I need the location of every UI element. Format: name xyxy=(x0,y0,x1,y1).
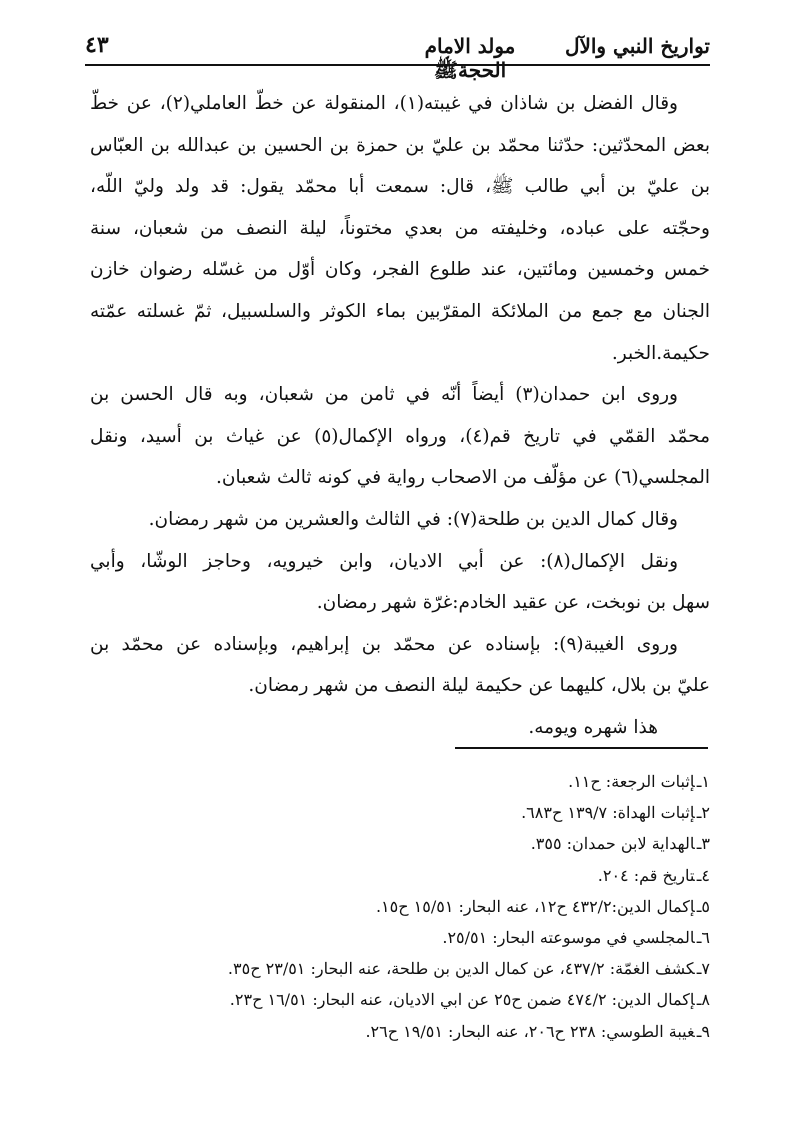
body-line: بعض المحدّثين: حدّثنا محمّد بن عليّ بن حمزة بن الحسين بن عبدالله بن العبّاس xyxy=(90,134,710,156)
body-line: المجلسي(٦) عن مؤلّف من الاصحاب رواية في كونه ثالث شعبان. xyxy=(216,467,710,489)
footnote-text: غيبة الطوسي: ٢٣٨ ح٢٠٦، عنه البحار: ١٩/٥١ ح٢٦. xyxy=(365,1021,695,1041)
footnote-text: إثبات الهداة: ١٣٩/٧ ح٦٨٣. xyxy=(521,803,695,823)
footnote-item xyxy=(120,922,710,953)
body-line: محمّد القمّي في تاريخ قم(٤)، ورواه الإكمال(٥) عن غياث بن أسيد، ونقل xyxy=(90,425,710,447)
footnote-text: إكمال الدين:٤٣٢/٢ ح١٢، عنه البحار: ١٥/٥١ ح١٥. xyxy=(375,896,695,916)
body-text xyxy=(90,83,710,749)
footnote-text: المجلسي في موسوعته البحار: ٢٥/٥١. xyxy=(442,927,695,947)
footnote-text: إكمال الدين: ٤٧٤/٢ ضمن ح٢٥ عن ابي الاديان، عنه البحار: ١٦/٥١ ح٢٣. xyxy=(229,990,695,1010)
footnote-item xyxy=(120,891,710,922)
body-line: وروى ابن حمدان(٣) أيضاً أنّه في ثامن من شعبان، وبه قال الحسن بن xyxy=(90,384,678,406)
body-line: ونقل الإكمال(٨): عن أبي الاديان، وابن خيرويه، وحاجز الوشّا، وأبي xyxy=(90,550,679,572)
header-rule xyxy=(85,64,710,66)
footnote-text: تاريخ قم: ٢٠٤. xyxy=(597,865,695,885)
footnote-number: ٦ـ xyxy=(696,927,710,947)
footnote-number: ٥ـ xyxy=(696,896,710,916)
book-title: تواريخ النبي والآل xyxy=(564,34,710,58)
footnote-number: ٩ـ xyxy=(696,1021,710,1041)
body-line: وقال كمال الدين بن طلحة(٧): في الثالث والعشرين من شهر رمضان. xyxy=(148,508,678,530)
footnote-number: ٣ـ xyxy=(696,834,710,854)
body-line: وروى الغيبة(٩): بإسناده عن محمّد بن إبراهيم، وبإسناده عن محمّد بن xyxy=(90,633,678,655)
body-line: هذا شهره ويومه. xyxy=(528,716,658,738)
footnote-item xyxy=(120,797,710,828)
footnote-item xyxy=(120,984,710,1015)
footnote-number: ٧ـ xyxy=(696,959,710,979)
footnote-number: ٤ـ xyxy=(696,865,710,885)
footnote-text: الهداية لابن حمدان: ٣٥٥. xyxy=(530,834,695,854)
footnote-number: ٢ـ xyxy=(696,803,710,823)
footnote-item xyxy=(120,766,710,797)
footnote-item xyxy=(120,953,710,984)
footnote-item xyxy=(120,1016,710,1047)
body-line: وحجّته على عباده، وخليفته من بعدي مختوناً، ليلة النصف من شعبان، سنة xyxy=(90,217,710,239)
footnote-item xyxy=(120,860,710,891)
footnote-number: ١ـ xyxy=(696,772,710,791)
body-line: سهل بن نوبخت، عن عقيد الخادم:غرّة شهر رمضان. xyxy=(316,592,710,614)
footnote-item xyxy=(120,828,710,859)
footnote-separator xyxy=(455,747,708,749)
page-number: ٤٣ xyxy=(85,32,109,58)
chapter-title: مولد الامام الحجةﷺ xyxy=(424,34,516,82)
footnotes xyxy=(120,766,710,1047)
body-line: حكيمة.الخبر. xyxy=(611,342,710,364)
page-header xyxy=(85,30,710,82)
body-line: الجنان مع جمع من الملائكة المقرّبين بماء الكوثر والسلسبيل، ثمّ غسلته عمّته xyxy=(90,300,710,322)
footnote-number: ٨ـ xyxy=(696,990,710,1010)
footnote-text: كشف الغمّة: ٤٣٧/٢، عن كمال الدين بن طلحة، عنه البحار: ٢٣/٥١ ح٣٥. xyxy=(227,959,695,979)
body-line: خمس وخمسين ومائتين، عند طلوع الفجر، وكان أوّل من غسّله رضوان خازن xyxy=(90,259,710,281)
footnote-text: إثبات الرجعة: ح١١. xyxy=(568,772,695,791)
body-line: بن عليّ بن أبي طالب ﷺ، قال: سمعت أبا محمّد يقول: قد ولد وليّ اللّه، xyxy=(90,176,710,198)
body-line: وقال الفضل بن شاذان في غيبته(١)، المنقولة عن خطّ العاملي(٢)، عن خطّ xyxy=(90,93,678,114)
body-line: عليّ بن بلال، كليهما عن حكيمة ليلة النصف من شهر رمضان. xyxy=(248,675,710,697)
